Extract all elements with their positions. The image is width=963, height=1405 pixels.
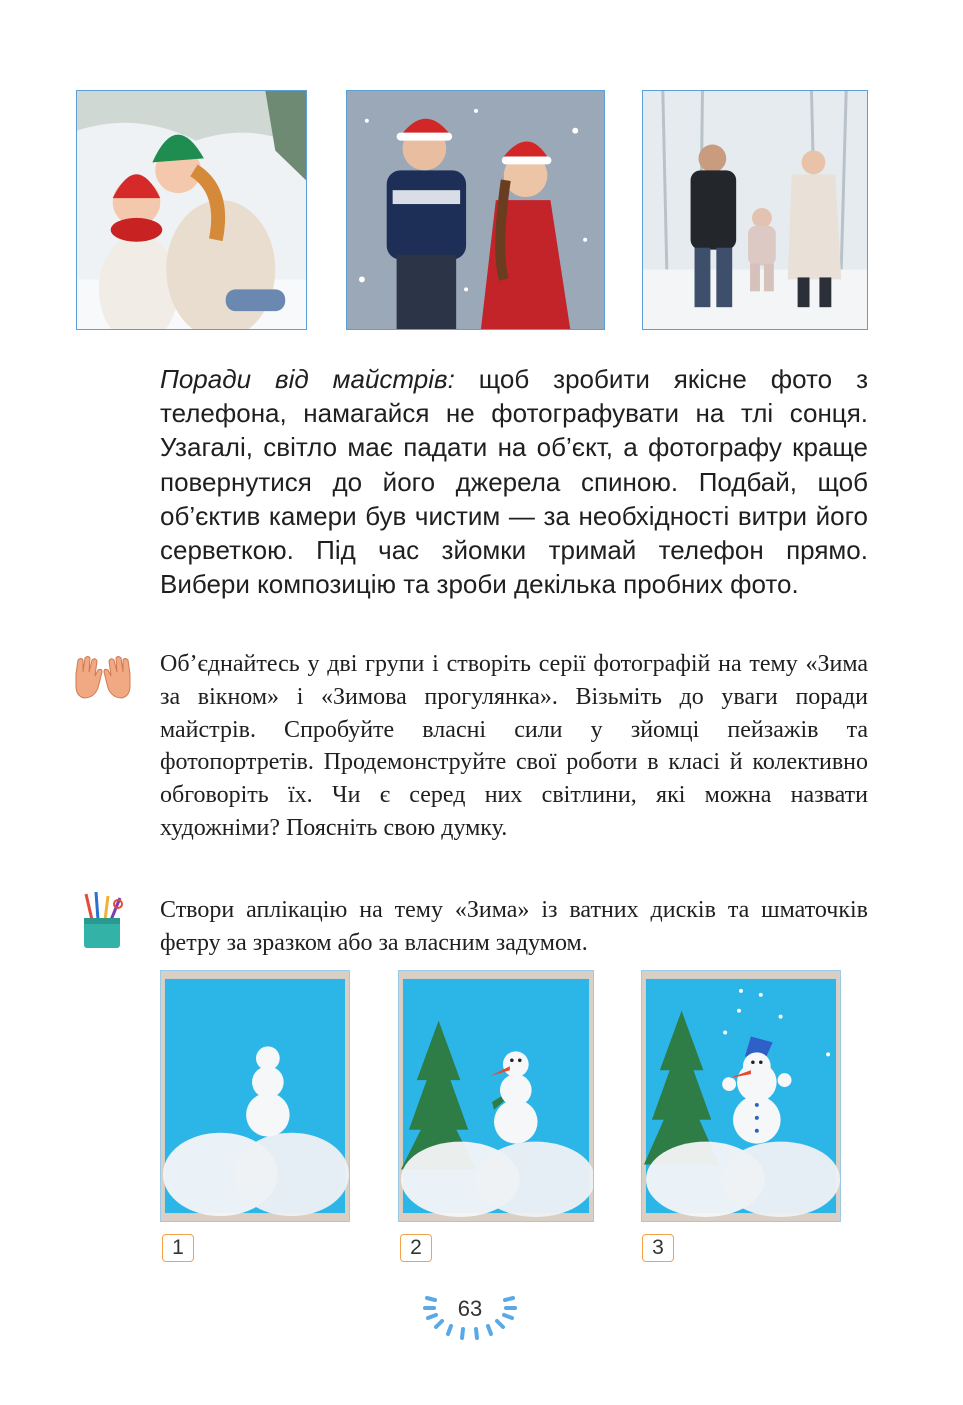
craft-step-3-image [641,970,841,1222]
photo-children-in-snow [76,90,307,330]
step-number-1: 1 [162,1234,194,1262]
craft-step-2-image [398,970,594,1222]
craft-task: Створи аплікацію на тему «Зима» із ватних дисків та шматочків фетру за зразком або за власним задумом. [160,897,868,956]
masters-tips-paragraph [160,362,868,601]
craft-step-1-image [160,970,350,1222]
photo-kids-in-santa-hats [346,90,605,330]
step-number-2: 2 [400,1234,432,1262]
tips-lead: Поради від майстрів: [160,364,455,394]
photo-family-winter-walk [642,90,868,330]
pencil-cup-icon [78,890,128,950]
step-number-3: 3 [642,1234,674,1262]
hands-icon [72,654,134,700]
page-number: 63 [457,1296,483,1321]
group-photo-task: Об’єднайтесь у дві групи і створіть серії фотографій на тему «Зима за вікном» і «Зимова прогулянка». Візьміть до уваги поради майстрів. Спробуйте власні сили у зйомці пейзажів та фотопортретів. Продемонструйте свої роботи в класі й колективно обговоріть їх. Чи є серед них світлини, які можна назвати художніми? Поясніть свою думку. [160,651,868,841]
tips-body: щоб зробити якісне фото з телефона, намагайся не фотографувати на тлі сонця. Узагалі, світло має падати на об’єкт, а фотографу краще повернутися до його джерела спиною. Подбай, щоб об’єктив камери був чистим — за необхідності витри його серветкою. Під час зйомки тримай телефон прямо. Вибери композицію та зроби декілька пробних фото. [160,364,869,600]
